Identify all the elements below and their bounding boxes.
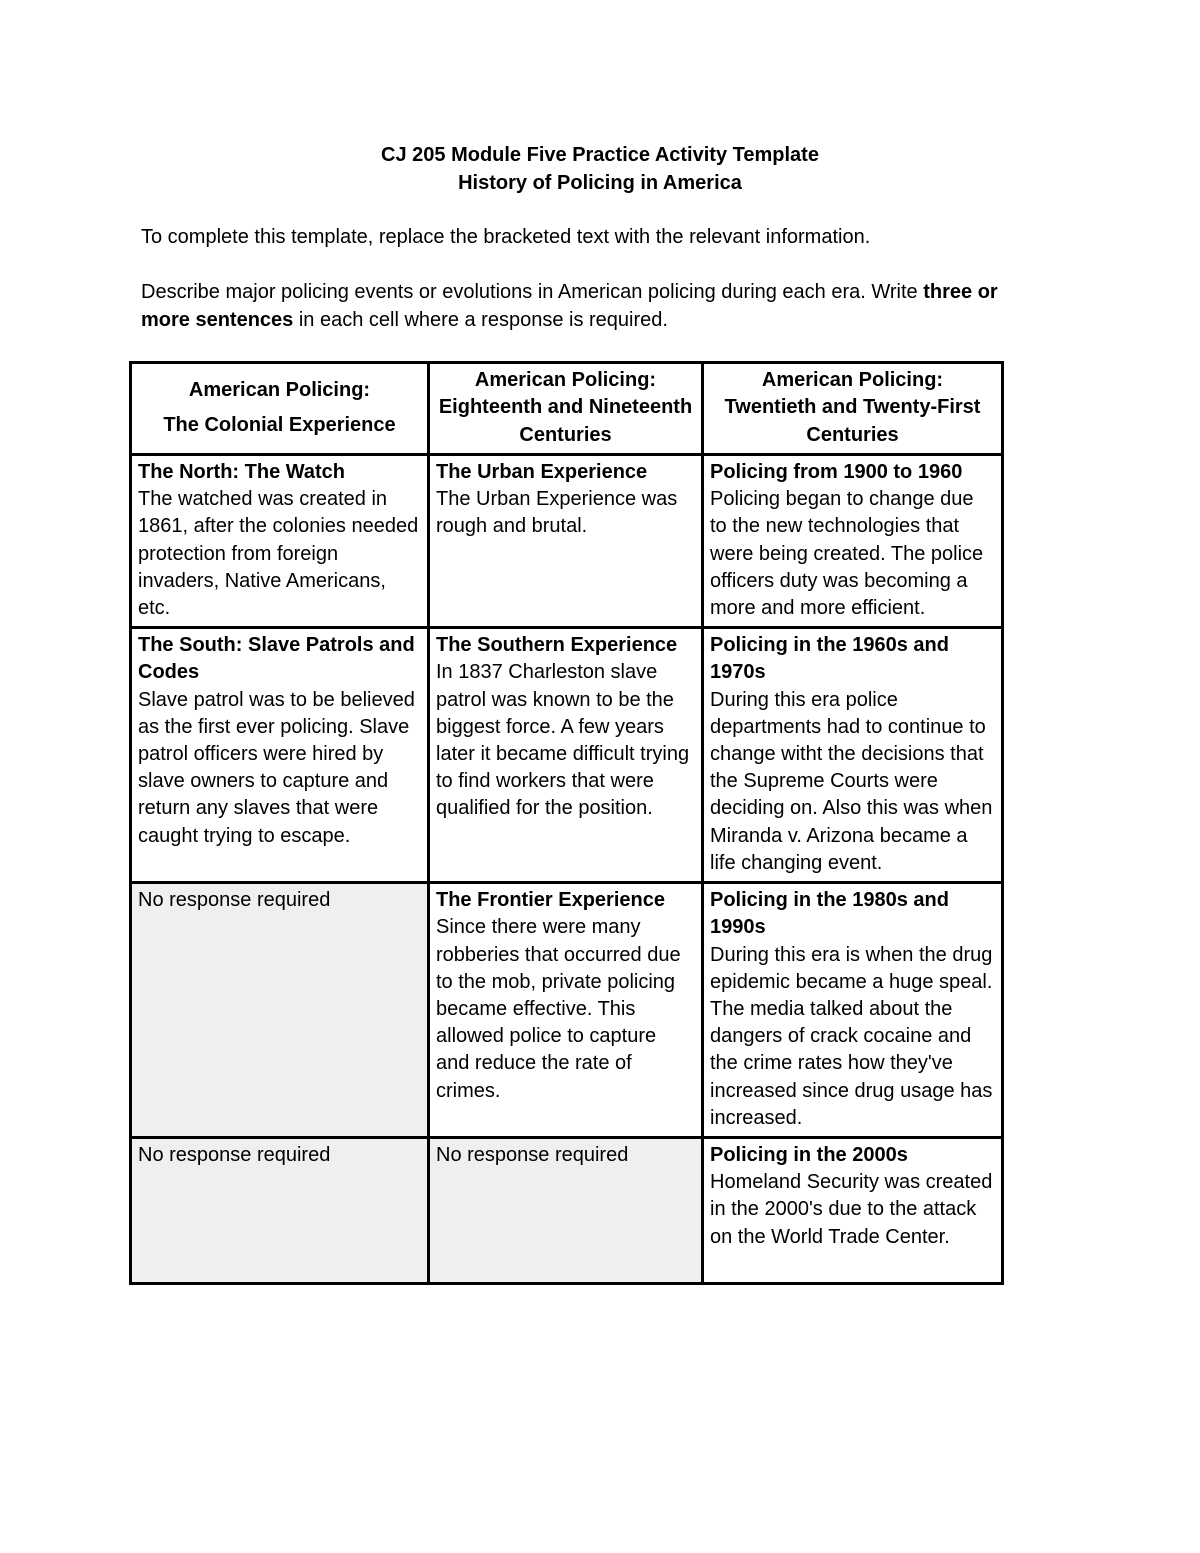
cell-heading: The Urban Experience <box>436 461 648 483</box>
table-cell[interactable] <box>131 455 429 628</box>
description-text-end: in each cell where a response is required. <box>293 308 668 331</box>
header-label: American Policing: <box>761 369 944 392</box>
cell-heading: The Frontier Experience <box>436 889 665 912</box>
description-text: Describe major policing events or evolutions in American policing during each era. Write <box>141 281 924 303</box>
cell-body: The Urban Experience was rough and brutal. <box>436 488 678 538</box>
cell-body: Slave patrol was to be believed as the first ever policing. Slave patrol officers were hired by slave owners to capture and return any slaves that were caught trying to escape. <box>138 688 415 847</box>
cell-heading: The South: Slave Patrols and Codes <box>138 634 415 684</box>
table-cell[interactable] <box>131 628 429 883</box>
table-cell[interactable] <box>703 1138 1003 1284</box>
header-label: American Policing: <box>188 378 371 401</box>
table-cell[interactable] <box>429 455 703 628</box>
description-emphasis: three or more sentences <box>141 281 998 331</box>
header-era: The Colonial Experience <box>163 414 396 436</box>
description-paragraph <box>141 279 1041 334</box>
table-cell-no-response <box>131 883 429 1138</box>
cell-heading: Policing from 1900 to 1960 <box>710 461 963 483</box>
cell-body: The watched was created in 1861, after the colonies needed protection from foreign invaders, Native Americans, etc. <box>138 488 419 620</box>
table-row <box>131 628 1003 883</box>
table-cell-no-response <box>429 1138 703 1284</box>
table-row <box>131 883 1003 1138</box>
table-header-row <box>131 363 1003 455</box>
cell-heading: Policing in the 1960s and 1970s <box>710 634 949 684</box>
no-response-text: No response required <box>436 1144 629 1167</box>
cell-body: During this era is when the drug epidemic became a huge speal. The media talked about the dangers of crack cocaine and the crime rates how they've increased since drug usage has increased. <box>710 943 993 1129</box>
cell-body: During this era police departments had to continue to change witht the decisions that the Supreme Courts were deciding on. Also this was when Miranda v. Arizona became a life changing event. <box>710 688 993 874</box>
page-title: CJ 205 Module Five Practice Activity Template <box>381 144 819 166</box>
table-cell-no-response <box>131 1138 429 1284</box>
cell-heading: The North: The Watch <box>138 461 346 483</box>
table-cell[interactable] <box>429 883 703 1138</box>
cell-heading: Policing in the 1980s and 1990s <box>710 889 949 939</box>
table-cell[interactable] <box>703 883 1003 1138</box>
header-era: Eighteenth and Nineteenth Centuries <box>438 396 693 446</box>
page-subtitle: History of Policing in America <box>458 172 742 194</box>
cell-heading: Policing in the 2000s <box>710 1144 908 1167</box>
cell-heading: The Southern Experience <box>436 634 678 657</box>
table-cell[interactable] <box>429 628 703 883</box>
table-cell[interactable] <box>703 455 1003 628</box>
header-era: Twentieth and Twenty-First Centuries <box>724 396 981 446</box>
table-cell[interactable] <box>703 628 1003 883</box>
cell-body: Since there were many robberies that occurred due to the mob, private policing became effective. This allowed police to capture and reduce the rate of crimes. <box>436 916 681 1102</box>
cell-body: Policing began to change due to the new technologies that were being created. The police officers duty was becoming a more and more efficient. <box>710 488 984 620</box>
instruction-paragraph: To complete this template, replace the bracketed text with the relevant information. <box>141 226 871 248</box>
table-row <box>131 1138 1003 1284</box>
cell-body: Homeland Security was created in the 2000's due to the attack on the World Trade Center. <box>710 1171 993 1248</box>
no-response-text: No response required <box>138 889 331 912</box>
header-label: American Policing: <box>474 369 657 392</box>
header-20th-21st <box>703 363 1003 455</box>
no-response-text: No response required <box>138 1144 331 1167</box>
header-18th-19th <box>429 363 703 455</box>
header-colonial <box>131 363 429 455</box>
table-row <box>131 455 1003 628</box>
policing-history-table <box>129 361 1004 1285</box>
cell-body: In 1837 Charleston slave patrol was known to be the biggest force. A few years later it became difficult trying to find workers that were qualified for the position. <box>436 661 690 820</box>
